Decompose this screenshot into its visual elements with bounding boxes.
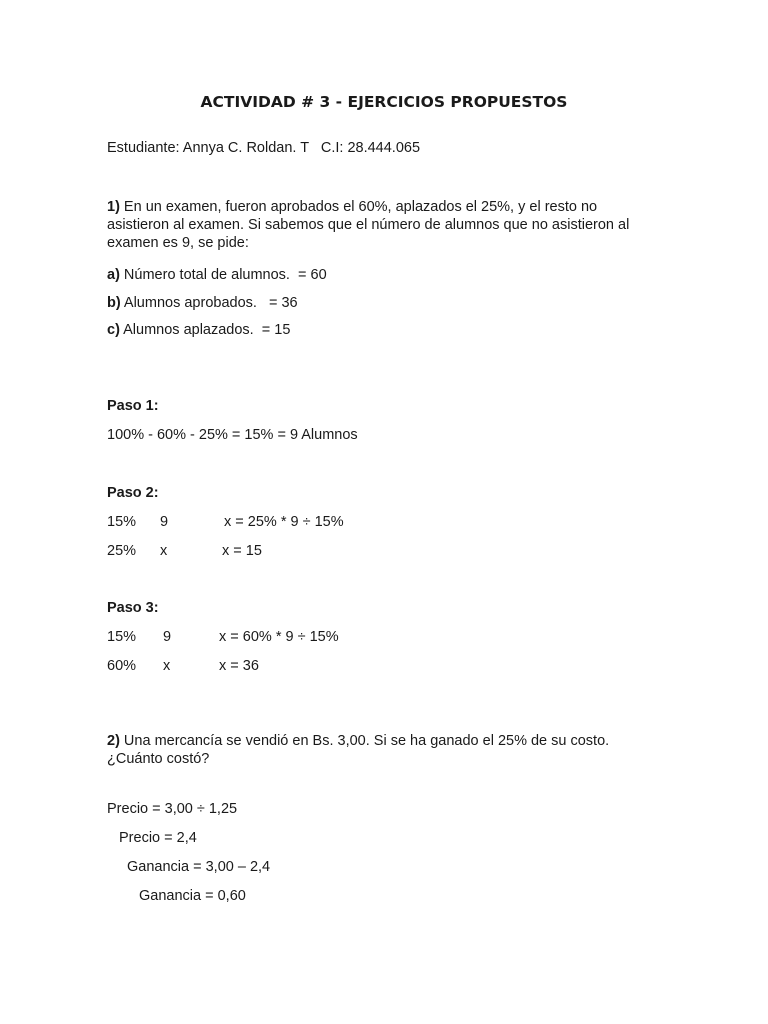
problem-2-text: Una mercancía se vendió en Bs. 3,00. Si se ha ganado el 25% de su costo. ¿Cuánto costó? (107, 733, 610, 767)
item-c-text: Alumnos aplazados. = 15 (119, 322, 291, 338)
problem-2-line-3: Ganancia = 3,00 – 2,4 (127, 859, 271, 875)
paso-2-row-1-a: 15% (107, 514, 137, 530)
paso-3-row-1-b: 9 (163, 629, 172, 645)
problem-2-number: 2) (107, 733, 120, 749)
item-b-label: b) (107, 295, 121, 311)
problem-1-text: En un examen, fueron aprobados el 60%, aplazados el 25%, y el resto no asistieron al examen. Si sabemos que el número de alumnos que no asistieron al examen es 9, se pide: (107, 199, 630, 251)
paso-2-row-1-b: 9 (160, 514, 169, 530)
paso-1-line: 100% - 60% - 25% = 15% = 9 Alumnos (107, 427, 358, 443)
paso-3-row-1-c: x = 60% * 9 ÷ 15% (219, 629, 339, 645)
problem-1-statement (107, 198, 647, 252)
paso-2-row-2-b: x (160, 543, 168, 559)
paso-3-row-1-a: 15% (107, 629, 137, 645)
paso-2-heading: Paso 2: (107, 485, 159, 501)
paso-2-row-1-c: x = 25% * 9 ÷ 15% (224, 514, 344, 530)
paso-2-row-2-c: x = 15 (222, 543, 262, 559)
paso-3-row-2-b: x (163, 658, 171, 674)
problem-1-number: 1) (107, 199, 120, 215)
problem-1-item-a (107, 266, 327, 284)
problem-2-line-2: Precio = 2,4 (119, 830, 197, 846)
item-c-label: c) (107, 322, 120, 338)
paso-3-row-2-c: x = 36 (219, 658, 259, 674)
page-title: ACTIVIDAD # 3 - EJERCICIOS PROPUESTOS (200, 93, 568, 111)
paso-3-row-2-a: 60% (107, 658, 137, 674)
problem-2-line-4: Ganancia = 0,60 (139, 888, 246, 904)
item-b-text: Alumnos aprobados. = 36 (120, 295, 298, 311)
paso-3-heading: Paso 3: (107, 600, 159, 616)
paso-1-heading: Paso 1: (107, 398, 159, 414)
item-a-text: Número total de alumnos. = 60 (119, 267, 327, 283)
problem-2-line-1: Precio = 3,00 ÷ 1,25 (107, 801, 238, 817)
problem-2-statement (107, 732, 647, 768)
problem-1-item-c (107, 321, 290, 339)
problem-1-item-b (107, 294, 298, 312)
item-a-label: a) (107, 267, 120, 283)
paso-2-row-2-a: 25% (107, 543, 137, 559)
student-line: Estudiante: Annya C. Roldan. T C.I: 28.444.065 (107, 140, 421, 156)
